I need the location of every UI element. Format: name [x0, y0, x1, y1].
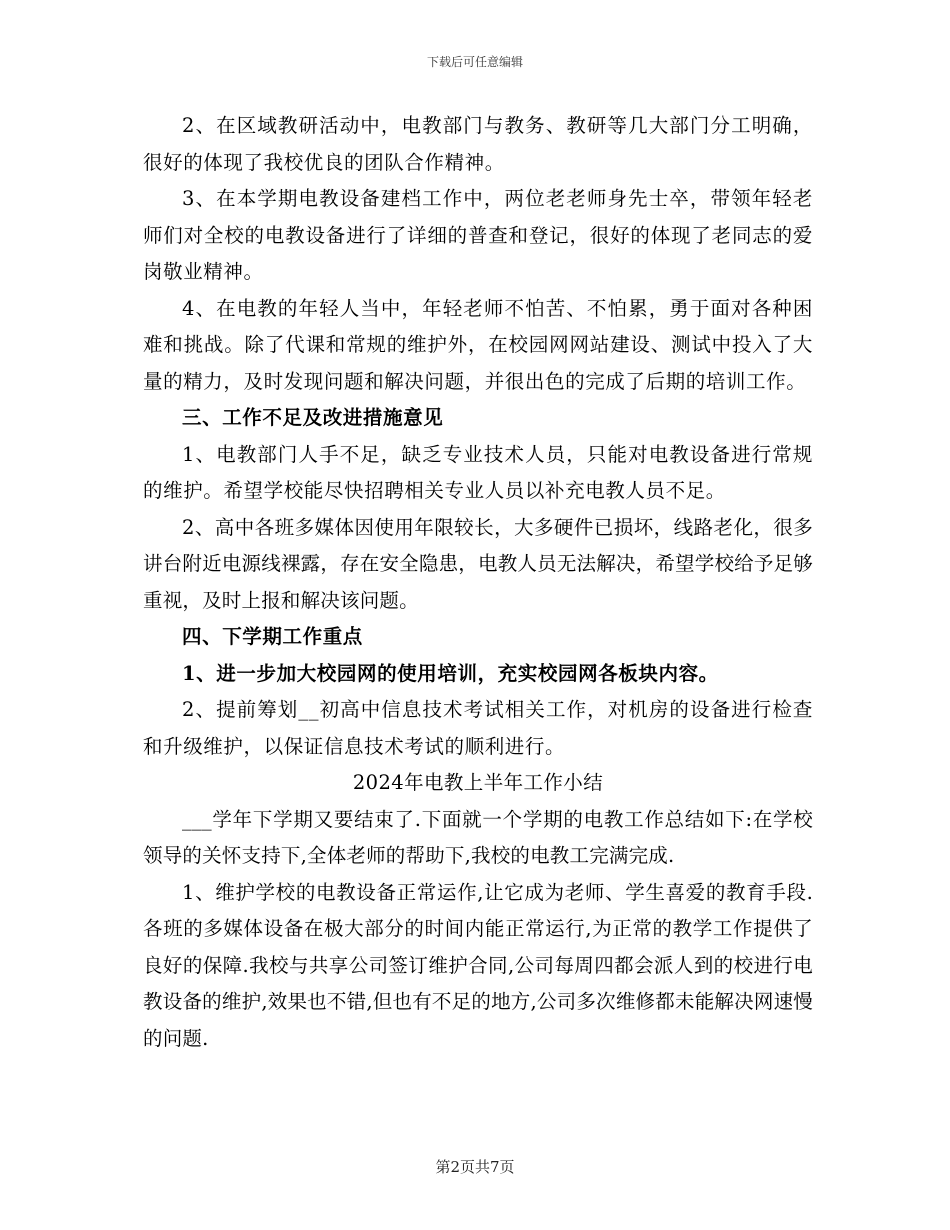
section-heading-next-term: 四、下学期工作重点 [182, 625, 363, 648]
paragraph-staff-shortage: 1、电教部门人手不足，缺乏专业技术人员，只能对电教设备进行常规的维护。希望学校能尽快招聘相关专业人员以补充电教人员不足。 [143, 442, 813, 502]
paragraph-equipment-archive: 3、在本学期电教设备建档工作中，两位老老师身先士卒，带领年轻老师们对全校的电教设备进行了详细的普查和登记，很好的体现了老同志的爱岗敬业精神。 [143, 187, 813, 283]
page-header-note: 下载后可任意编辑 [426, 55, 523, 69]
paragraph-campus-network-training: 1、进一步加大校园网的使用培训，充实校园网各板块内容。 [182, 661, 719, 685]
paragraph-young-teachers: 4、在电教的年轻人当中，年轻老师不怕苦、不怕累，勇于面对各种困难和挑战。除了代课和常规的维护外，在校园网网站建设、测试中投入了大量的精力，及时发现问题和解决问题，并很出色的完成了后期的培训工作。 [143, 296, 813, 393]
document-title-2024-summary: 2024年电教上半年工作小结 [352, 771, 604, 794]
paragraph-equipment-maintenance: 1、维护学校的电教设备正常运作,让它成为老师、学生喜爱的教育手段.各班的多媒体设备在极大部分的时间内能正常运行,为正常的教学工作提供了良好的保障.我校与共享公司签订维护合同,公司每周四都会派人到的校进行电教设备的维护,效果也不错,但也有不足的地方,公司多次维修都未能解决网速慢的问题. [143, 880, 813, 1050]
section-heading-shortcomings: 三、工作不足及改进措施意见 [182, 406, 444, 429]
paragraph-multimedia-aging: 2、高中各班多媒体因使用年限较长，大多硬件已损坏，线路老化，很多讲台附近电源线裸露，存在安全隐患，电教人员无法解决，希望学校给予足够重视，及时上报和解决该问题。 [143, 515, 813, 612]
page-number-footer: 第2页共7页 [435, 1158, 515, 1176]
document-body [143, 108, 813, 1057]
paragraph-it-exam-prep: 2、提前筹划__初高中信息技术考试相关工作，对机房的设备进行检查和升级维护，以保证信息技术考试的顺利进行。 [143, 698, 813, 758]
paragraph-semester-intro: ___学年下学期又要结束了.下面就一个学期的电教工作总结如下:在学校领导的关怀支持下,全体老师的帮助下,我校的电教工完满完成. [143, 807, 813, 867]
paragraph-team-cooperation: 2、在区域教研活动中，电教部门与教务、教研等几大部门分工明确，很好的体现了我校优良的团队合作精神。 [143, 114, 813, 174]
